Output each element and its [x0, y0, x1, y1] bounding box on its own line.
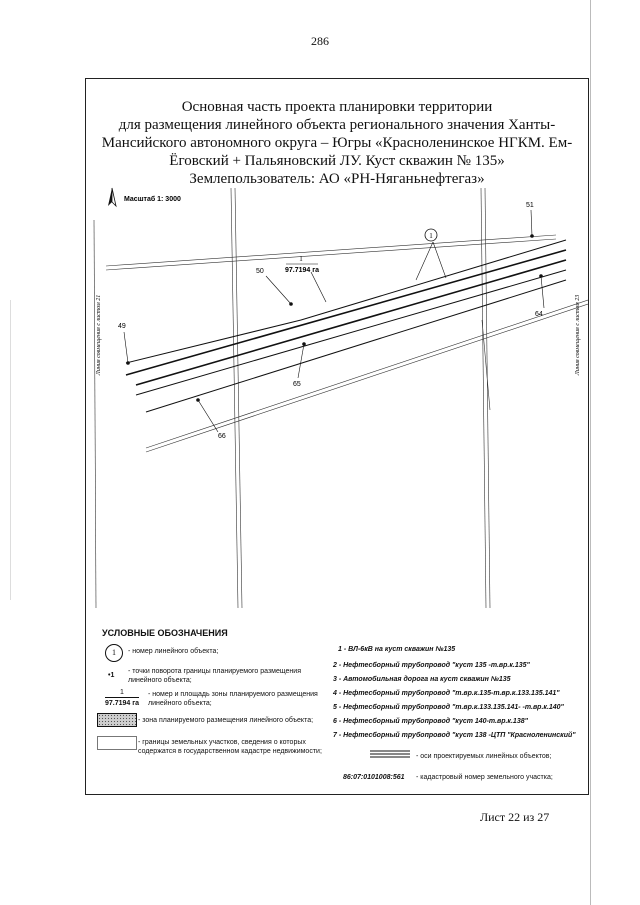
title-line: для размещения линейного объекта регионального значения Ханты- — [118, 117, 556, 133]
legend-cadastral-text: - кадастровый номер земельного участка; — [416, 774, 553, 781]
point-labels — [118, 202, 543, 440]
legend-zone-fill-text: - зона планируемого размещения линейного объекта; — [138, 717, 314, 724]
legend-turn-point-text: - точки поворота границы планируемого размещения линейного объекта; — [128, 668, 302, 684]
legend-axes-symbol-icon — [370, 749, 410, 761]
sheet-label: Лист 22 из 27 — [480, 810, 550, 824]
legend-zone-fill-swatch — [97, 713, 137, 727]
point-label-51: 51 — [526, 202, 534, 209]
north-arrow-icon — [108, 188, 116, 206]
page-number: 286 — [311, 34, 329, 48]
right-joining-note: Линия совмещения с листом 23 — [575, 294, 581, 376]
title-line: Основная часть проекта планировки территории — [181, 99, 493, 115]
object-number: 1 — [429, 232, 433, 240]
legend-object-number-icon: 1 — [105, 644, 123, 662]
left-joining-note: Линия совмещения с листом 21 — [96, 294, 102, 376]
planning-map — [86, 180, 588, 608]
legend-zone-area-symbol: 97.7194 га — [104, 700, 140, 707]
title-line: Ёговский + Пальяновский ЛУ. Куст скважин № 135» — [169, 153, 505, 169]
turn-points — [126, 234, 543, 402]
point-label-66: 66 — [218, 433, 226, 440]
point-label-65: 65 — [293, 381, 301, 388]
legend-parcel-text: - границы земельных участков, сведения о которых содержатся в государственном кадастре недвижимости; — [138, 739, 322, 755]
scan-edge-line-left — [10, 300, 11, 600]
point-label-64: 64 — [535, 311, 543, 318]
legend-object-6: 6 - Нефтесборный трубопровод "куст 140-т.вр.к.138" — [333, 718, 528, 725]
scan-edge-line — [590, 0, 591, 905]
legend-zone-number-symbol: 1 — [105, 688, 139, 698]
planned-zone-corridor — [126, 240, 566, 412]
point-label-49: 49 — [118, 323, 126, 330]
legend-parcel-swatch — [97, 736, 137, 750]
legend-object-number-text: - номер линейного объекта; — [128, 648, 219, 655]
zone-area: 97.7194 га — [284, 267, 320, 274]
legend-object-7: 7 - Нефтесборный трубопровод "куст 138 -ЦТП "Красноленинский" — [333, 732, 576, 739]
title-line: Мансийского автономного округа – Югры «Красноленинское НГКМ. Ем- — [101, 135, 573, 151]
legend-object-4: 4 - Нефтесборный трубопровод "т.вр.к.135-т.вр.к.133.135.141" — [333, 690, 560, 697]
legend-turn-point-symbol: •1 — [108, 672, 115, 679]
legend-object-1: 1 - ВЛ-6кВ на куст скважин №135 — [338, 646, 456, 653]
drawing-title — [95, 98, 579, 188]
legend-heading: УСЛОВНЫЕ ОБОЗНАЧЕНИЯ — [102, 628, 228, 638]
legend-object-2: 2 - Нефтесборный трубопровод "куст 135 -т.вр.к.135" — [333, 662, 530, 669]
title-line: Землепользователь: АО «РН-Няганьнефтегаз» — [189, 171, 485, 187]
point-label-50: 50 — [256, 268, 264, 275]
legend-zone-number-text: - номер и площадь зоны планируемого размещения линейного объекта; — [148, 691, 318, 707]
legend-object-5: 5 - Нефтесборный трубопровод "т.вр.к.133.135.141- -т.вр.к.140" — [333, 704, 564, 711]
parcel-boundaries — [94, 188, 588, 608]
legend-axes-text: - оси проектируемых линейных объектов; — [416, 753, 552, 760]
zone-number: 1 — [299, 255, 303, 263]
map-scale: Масштаб 1: 3000 — [124, 196, 181, 203]
legend-cadastral-symbol: 86:07:0101008:561 — [343, 774, 405, 781]
legend-object-3: 3 - Автомобильная дорога на куст скважин №135 — [333, 676, 511, 683]
